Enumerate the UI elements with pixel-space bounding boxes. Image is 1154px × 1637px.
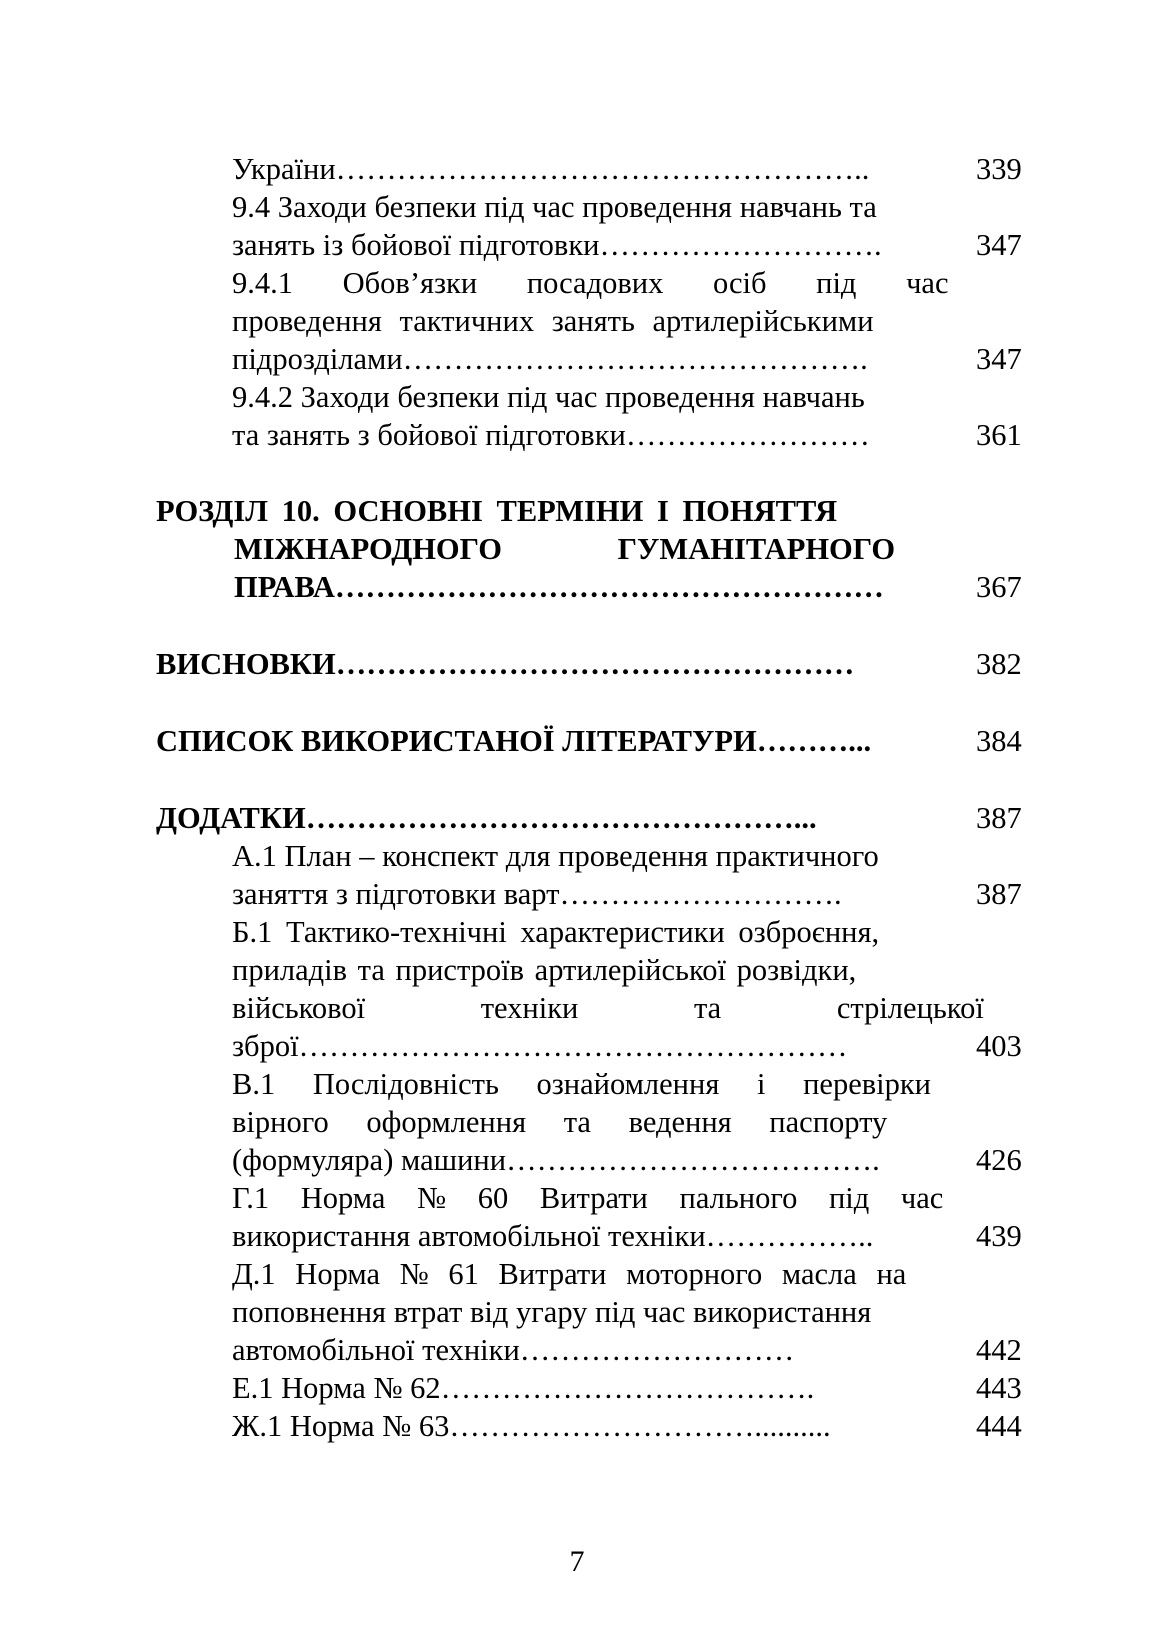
toc-page-number: 361 bbox=[976, 418, 1022, 452]
toc-line-text: Ж.1 Норма № 63………………………….......... bbox=[232, 1409, 831, 1443]
section-spacer bbox=[0, 683, 1154, 722]
chapter-heading-text: РОЗДІЛ 10. ОСНОВНІ ТЕРМІНИ І ПОНЯТТЯ bbox=[156, 494, 838, 528]
toc-line-text: підрозділами………………………………………. bbox=[232, 342, 868, 376]
toc-line bbox=[0, 989, 1154, 1027]
toc-line bbox=[0, 416, 1154, 454]
toc-line-text: А.1 План – конспект для проведення практичного bbox=[232, 839, 879, 873]
toc-line bbox=[0, 378, 1154, 416]
toc-line-text: України…………………………………………….. bbox=[232, 152, 870, 186]
toc-page-number: 347 bbox=[976, 228, 1022, 262]
appendices-heading bbox=[0, 799, 1154, 837]
chapter-heading-text: ПРАВА……………………………………………… bbox=[234, 570, 884, 604]
toc-page-number: 442 bbox=[976, 1333, 1022, 1367]
toc-line-text: занять із бойової підготовки………………………. bbox=[232, 228, 882, 262]
toc-line-text: зброї……………………………………………… bbox=[232, 1029, 848, 1063]
toc-line bbox=[0, 340, 1154, 378]
toc-page-number: 439 bbox=[976, 1219, 1022, 1253]
table-of-contents bbox=[0, 150, 1154, 1445]
conclusions-heading bbox=[0, 645, 1154, 683]
toc-line bbox=[0, 1331, 1154, 1369]
chapter-heading bbox=[0, 492, 1154, 530]
toc-page-number: 384 bbox=[976, 724, 1022, 758]
toc-page-number: 426 bbox=[976, 1143, 1022, 1177]
toc-line bbox=[0, 1027, 1154, 1065]
toc-page-number: 382 bbox=[976, 647, 1022, 681]
toc-line-text: 9.4.1 Обов’язки посадових осіб під час bbox=[232, 266, 949, 300]
toc-page-number: 339 bbox=[976, 152, 1022, 186]
toc-page-number: 367 bbox=[976, 570, 1022, 604]
toc-line bbox=[0, 837, 1154, 875]
toc-line-text: проведення тактичних занять артилерійськими bbox=[232, 304, 874, 338]
toc-line bbox=[0, 150, 1154, 188]
toc-line bbox=[0, 875, 1154, 913]
toc-line bbox=[0, 1141, 1154, 1179]
toc-line bbox=[0, 1065, 1154, 1103]
toc-line bbox=[0, 1217, 1154, 1255]
toc-page-number: 444 bbox=[976, 1409, 1022, 1443]
toc-line-text: приладів та пристроїв артилерійської розвідки, bbox=[232, 953, 857, 987]
toc-line bbox=[0, 1255, 1154, 1293]
toc-line bbox=[0, 951, 1154, 989]
toc-line bbox=[0, 302, 1154, 340]
chapter-heading-text: ДОДАТКИ…………………………………………... bbox=[156, 801, 817, 835]
toc-line bbox=[0, 1293, 1154, 1331]
toc-line-text: поповнення втрат від угару під час використання bbox=[232, 1295, 872, 1329]
toc-line bbox=[0, 1179, 1154, 1217]
toc-line bbox=[0, 264, 1154, 302]
chapter-heading-text: ВИСНОВКИ…………………………………………… bbox=[156, 647, 855, 681]
section-spacer bbox=[0, 454, 1154, 492]
page-number: 7 bbox=[569, 1545, 585, 1578]
toc-line-text: військової техніки та стрілецької bbox=[232, 991, 984, 1025]
toc-line bbox=[0, 188, 1154, 226]
toc-page-number: 347 bbox=[976, 342, 1022, 376]
toc-line-text: вірного оформлення та ведення паспорту bbox=[232, 1105, 888, 1139]
toc-line bbox=[0, 1407, 1154, 1445]
toc-line-text: Б.1 Тактико-технічні характеристики озброєння, bbox=[232, 915, 880, 949]
toc-line bbox=[0, 226, 1154, 264]
toc-line-text: 9.4.2 Заходи безпеки під час проведення навчань bbox=[232, 380, 865, 414]
toc-page-number: 387 bbox=[976, 801, 1022, 835]
section-spacer bbox=[0, 760, 1154, 799]
chapter-heading-text: МІЖНАРОДНОГО ГУМАНІТАРНОГО bbox=[234, 532, 896, 566]
toc-line bbox=[0, 1369, 1154, 1407]
toc-page-number: 403 bbox=[976, 1029, 1022, 1063]
literature-heading bbox=[0, 722, 1154, 760]
toc-line-text: автомобільної техніки……………………… bbox=[232, 1333, 795, 1367]
toc-line-text: 9.4 Заходи безпеки під час проведення навчань та bbox=[232, 190, 877, 224]
toc-line-text: (формуляра) машини………………………………. bbox=[232, 1143, 880, 1177]
section-spacer bbox=[0, 606, 1154, 645]
toc-line-text: Д.1 Норма № 61 Витрати моторного масла на bbox=[232, 1257, 907, 1291]
toc-line-text: В.1 Послідовність ознайомлення і перевірки bbox=[232, 1067, 931, 1101]
chapter-heading bbox=[0, 530, 1154, 568]
chapter-heading bbox=[0, 568, 1154, 606]
toc-line bbox=[0, 1103, 1154, 1141]
toc-page-number: 443 bbox=[976, 1371, 1022, 1405]
toc-line-text: Е.1 Норма № 62………………………………. bbox=[232, 1371, 815, 1405]
chapter-heading-text: СПИСОК ВИКОРИСТАНОЇ ЛІТЕРАТУРИ………... bbox=[156, 724, 872, 758]
toc-page-number: 387 bbox=[976, 877, 1022, 911]
toc-line bbox=[0, 913, 1154, 951]
toc-line-text: використання автомобільної техніки…………….. bbox=[232, 1219, 874, 1253]
toc-line-text: заняття з підготовки варт………………………. bbox=[232, 877, 842, 911]
toc-line-text: та занять з бойової підготовки…………………… bbox=[232, 418, 870, 452]
toc-line-text: Г.1 Норма № 60 Витрати пального під час bbox=[232, 1181, 944, 1215]
